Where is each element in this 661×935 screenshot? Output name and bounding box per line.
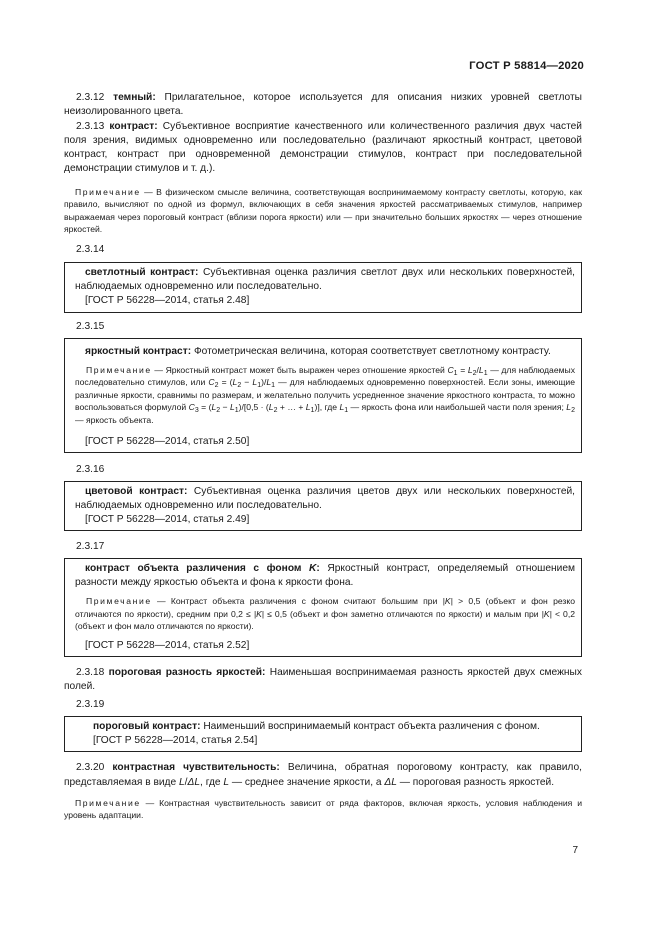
definition-2-3-15 [75, 342, 575, 361]
note-text: — В физическом смысле величина, соответствующая воспринимаемому контрасту светлоты, которую, как правило, вычисляют по одной из формул, включающих в себя значения яркостей рассматриваемых стимулов, например выражаемая через пороговый контраст (вблизи порога яркости) или — при значительно больших яркостях — через отношение яркостей. [64, 186, 582, 234]
definition: Прилагательное, которое используется для описания низких уровней светлоты неизолированного цвета. [64, 92, 582, 118]
clause-number-2-3-17: 2.3.17 [76, 541, 105, 553]
clause-box-2-3-15 [64, 338, 582, 453]
clause-number: 2.3.18 [76, 666, 105, 678]
note-label: Примечание [75, 186, 141, 197]
source-reference: [ГОСТ Р 56228—2014, статья 2.54] [93, 735, 258, 746]
definition-2-3-19 [75, 720, 575, 734]
clause-2-3-18 [64, 666, 582, 695]
note-2-3-17: Примечание — Контраст объекта различения с фоном считают большим при |K| > 0,5 (объект и фон резко отличаются по яркости), средним при 0,2 ≤ |K| ≤ 0,5 (объект и фон заметно отличаются по яркости) и малым при |K| < 0,2 (объект и фон мало отличаются по яркости). [75, 596, 576, 632]
source-reference: [ГОСТ Р 56228—2014, статья 2.48] [85, 295, 250, 307]
note-text: — Контрастная чувствительность зависит от ряда факторов, включая яркость, условия наблюдения и уровень адаптации. [64, 797, 582, 821]
note-label: Примечание [75, 797, 141, 808]
note-2-3-20 [64, 797, 582, 822]
source-reference: [ГОСТ Р 56228—2014, статья 2.50] [85, 435, 250, 447]
term: яркостный контраст: [85, 345, 192, 357]
clause-box-2-3-14 [64, 262, 582, 313]
term: темный: [113, 92, 156, 103]
note-label: Примечание [86, 596, 152, 607]
note-label: Примечание [86, 364, 152, 375]
standard-designation: ГОСТ Р 58814—2020 [469, 60, 584, 72]
definition: Яркостный контраст, определяемый отношением разности между яркостью объекта и фона к яркости фона. [75, 562, 575, 588]
source-reference: [ГОСТ Р 56228—2014, статья 2.52] [85, 639, 250, 651]
clause-number: 2.3.13 [76, 120, 105, 132]
clause-number-2-3-15: 2.3.15 [76, 320, 105, 332]
clause-2-3-12 [64, 91, 582, 120]
definition: Субъективное восприятие качественного или количественного различия двух частей поля зрения, видимых одновременно или последовательно (различают яркостный контраст, цветовой контраст, контраст при одновременной демонстрации стимулов, контраст при последовательной демонстрации стимулов и т. д.). [64, 120, 582, 175]
clause-number-2-3-14: 2.3.14 [76, 244, 105, 256]
term: пороговый контраст: [93, 720, 201, 732]
note-2-3-15: Примечание — Яркостный контраст может быть выражен через отношение яркостей $C_1 = L_2/L_1$ — для наблюдаемых последовательно стимулов, или $C_2 = (L_2 - L_1)/L_1$ — для наблюдаемых одновременно поверхностей. Если зоны, имеющие различные яркости, сравнимы по размерам, и желательно получить усредненное значение яркостного контраста, то можно воспользоваться формулой $C_3 = (L_2 - L_1)/[0,5 \cdot (L_2$ + … + $L_1$)], где $L_1$ — яркость фона или наибольшей части поля зрения; $L_2$ — яркость объекта. [75, 364, 576, 425]
definition: Наименьшая воспринимаемая разность яркостей двух смежных полей. [64, 666, 582, 693]
term: контраст: [109, 120, 158, 132]
clause-number-2-3-16: 2.3.16 [76, 464, 105, 476]
term: контрастная чувствительность: [112, 762, 280, 774]
definition: Наименьший воспринимаемый контраст объекта различения с фоном. [203, 720, 540, 732]
term: пороговая разность яркостей: [108, 666, 266, 678]
term: цветовой контраст: [85, 485, 188, 497]
clause-2-3-13 [64, 120, 582, 177]
definition-2-3-14 [75, 266, 575, 295]
definition: Субъективная оценка различия светлот двух или нескольких поверхностей, наблюдаемых одновременно или последовательно. [75, 266, 575, 292]
clause-number-2-3-19: 2.3.19 [76, 699, 105, 711]
clause-box-2-3-19 [64, 716, 582, 753]
definition: Субъективная оценка различия цветов двух или нескольких поверхностей, наблюдаемых одновременно или последовательно. [75, 485, 576, 511]
document-content [64, 91, 582, 822]
term: светлотный контраст: [85, 266, 199, 278]
source-reference: [ГОСТ Р 56228—2014, статья 2.49] [85, 514, 250, 526]
clause-2-3-20: 2.3.20 контрастная чувствительность: Величина, обратная пороговому контрасту, как правило, представляемая в виде L/ΔL, где L — среднее значение яркости, а ΔL — пороговая разность яркостей. [64, 762, 582, 788]
clause-number: 2.3.12 [76, 92, 105, 103]
term: контраст объекта различения с фоном [85, 562, 302, 574]
note-2-3-13 [64, 186, 582, 236]
clause-number: 2.3.20 [76, 762, 105, 774]
definition: Фотометрическая величина, которая соответствует светлотному контрасту. [193, 345, 551, 357]
definition-2-3-16 [75, 485, 575, 514]
clause-box-2-3-16 [64, 481, 582, 532]
definition-2-3-17: контраст объекта различения с фоном K: Яркостный контраст, определяемый отношением разности между яркостью объекта и фона к яркости фона. [75, 562, 575, 588]
page-number: 7 [572, 845, 578, 856]
clause-box-2-3-17 [64, 558, 582, 657]
